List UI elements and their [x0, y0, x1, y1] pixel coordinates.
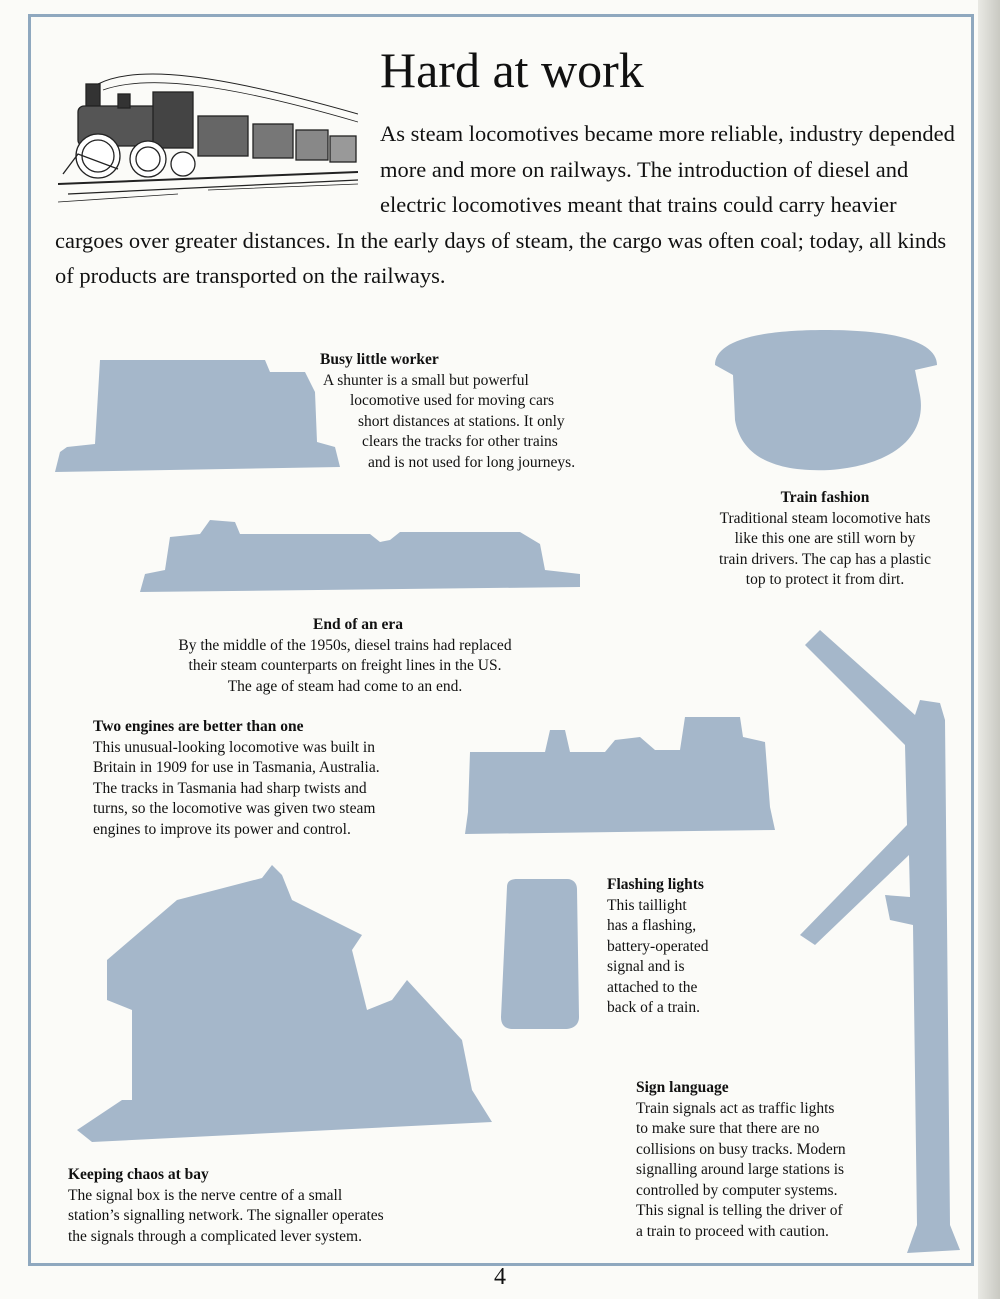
page-edge	[978, 0, 1000, 1299]
caption-line: The age of steam had come to an end.	[227, 677, 463, 695]
taillight-silhouette	[497, 877, 583, 1032]
caption-heading: Two engines are better than one	[93, 718, 304, 735]
caption-line: The tracks in Tasmania had sharp twists and	[93, 779, 367, 797]
caption-sign-language	[636, 1078, 846, 1242]
caption-line: turns, so the locomotive was given two steam	[93, 800, 376, 817]
intro-paragraph	[55, 116, 955, 294]
caption-end-of-an-era	[130, 615, 560, 697]
caption-line: locomotive used for moving cars	[350, 392, 555, 409]
caption-line: station’s signalling network. The signaller operates	[68, 1207, 384, 1224]
caption-line: Britain in 1909 for use in Tasmania, Australia.	[93, 759, 380, 776]
caption-heading: Keeping chaos at bay	[68, 1166, 209, 1183]
caption-line: clears the tracks for other trains	[362, 433, 558, 450]
caption-line: engines to improve its power and control.	[93, 820, 351, 838]
caption-line: Traditional steam locomotive hats	[719, 509, 931, 527]
caption-heading: End of an era	[313, 616, 403, 633]
page-title: Hard at work	[380, 42, 644, 98]
caption-line: signal and is	[607, 958, 685, 975]
caption-line: their steam counterparts on freight lines in the US.	[188, 657, 502, 674]
caption-line: a train to proceed with caution.	[636, 1222, 829, 1240]
caption-train-fashion	[680, 488, 970, 591]
caption-line: the signals through a complicated lever system.	[68, 1227, 362, 1245]
diesel-train-silhouette	[140, 512, 580, 592]
page-number: 4	[494, 1264, 506, 1290]
double-engine-locomotive-silhouette	[465, 712, 775, 842]
caption-line: By the middle of the 1950s, diesel trains had replaced	[178, 636, 512, 654]
caption-line: A shunter is a small but powerful	[323, 371, 529, 389]
caption-line: battery-operated	[607, 937, 709, 955]
caption-flashing-lights	[607, 875, 709, 1019]
caption-two-engines	[93, 717, 380, 840]
caption-line: Train signals act as traffic lights	[636, 1099, 835, 1117]
caption-line: The signal box is the nerve centre of a small	[68, 1186, 343, 1204]
intro-text: As steam locomotives became more reliable, industry depended more and more on railways. The introduction of diesel and electric locomotives meant that trains could carry heavier cargoes over greater distances. In the early days of steam, the cargo was often coal; today, all kinds of products are transported on the railways.	[55, 121, 955, 288]
caption-keeping-chaos-at-bay	[68, 1165, 384, 1247]
caption-line: This signal is telling the driver of	[636, 1202, 843, 1219]
caption-heading: Sign language	[636, 1079, 729, 1096]
caption-heading: Train fashion	[780, 489, 870, 506]
caption-heading: Flashing lights	[607, 876, 704, 893]
shunter-silhouette	[55, 352, 345, 480]
caption-line: controlled by computer systems.	[636, 1181, 838, 1199]
caption-line: like this one are still worn by	[734, 530, 916, 547]
caption-line: signalling around large stations is	[636, 1161, 845, 1178]
driver-cap-silhouette	[705, 325, 945, 480]
caption-line: This taillight	[607, 896, 687, 914]
caption-line: train drivers. The cap has a plastic	[719, 550, 931, 568]
caption-line: This unusual-looking locomotive was built in	[93, 738, 375, 756]
caption-heading: Busy little worker	[320, 351, 439, 368]
caption-line: back of a train.	[607, 999, 700, 1016]
caption-line: attached to the	[607, 978, 698, 996]
caption-line: short distances at stations. It only	[358, 412, 565, 430]
signal-box-silhouette	[62, 860, 492, 1150]
caption-busy-little-worker	[320, 350, 575, 473]
caption-line: has a flashing,	[607, 917, 697, 934]
caption-line: top to protect it from dirt.	[745, 571, 905, 588]
caption-line: and is not used for long journeys.	[368, 453, 576, 471]
caption-line: collisions on busy tracks. Modern	[636, 1140, 846, 1158]
caption-line: to make sure that there are no	[636, 1120, 820, 1137]
